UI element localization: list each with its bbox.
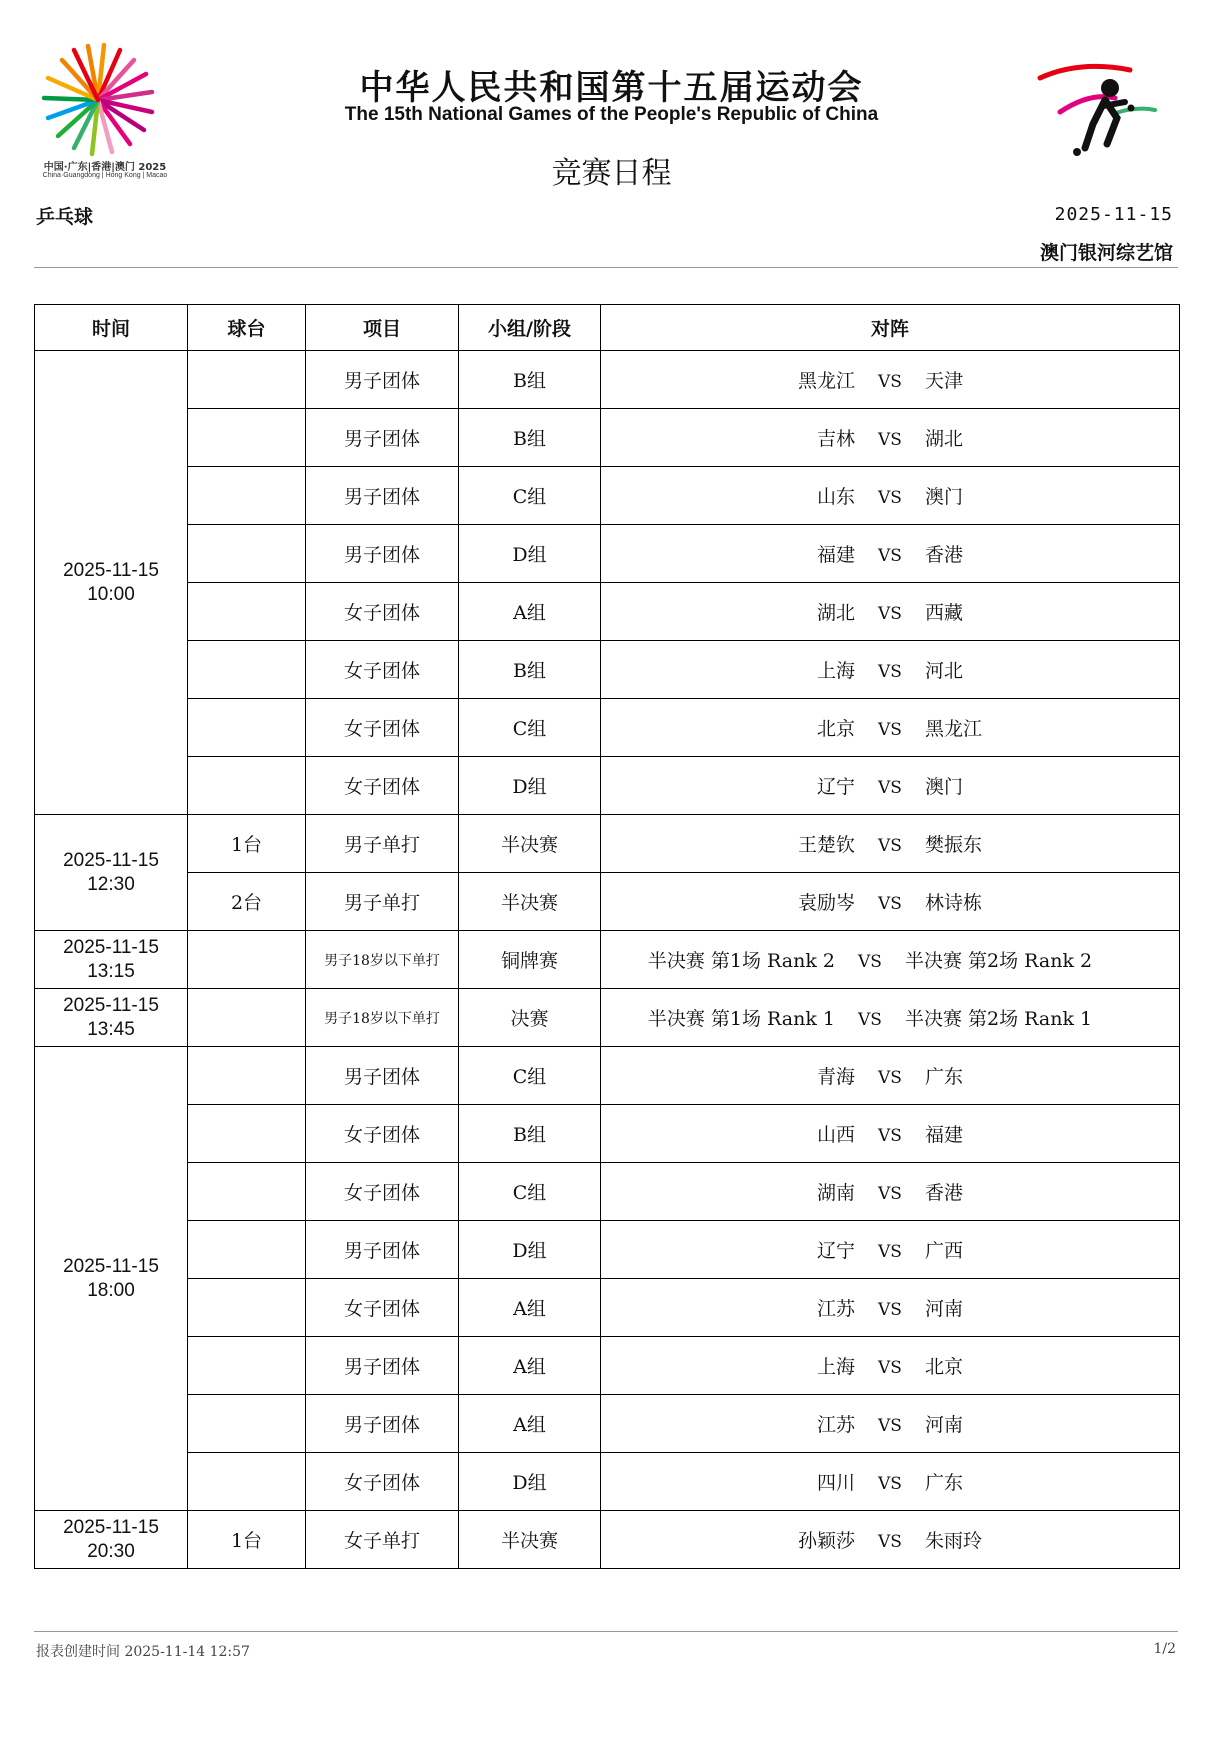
schedule-date: 2025-11-15 — [1054, 204, 1173, 225]
stage-cell: A组 — [459, 583, 601, 641]
event-cell: 男子团体 — [306, 1395, 459, 1453]
vs-label: VS — [878, 604, 902, 624]
table-number-cell — [188, 351, 306, 409]
time-cell: 2025-11-15 10:00 — [35, 351, 188, 815]
vs-label: VS — [878, 894, 902, 914]
matchup-cell — [601, 1047, 1180, 1105]
team-a: 半决赛 第1场 Rank 2 — [647, 950, 835, 972]
matchup-cell — [601, 641, 1180, 699]
event-cell: 女子团体 — [306, 583, 459, 641]
table-number-cell: 1台 — [188, 815, 306, 873]
matchup-cell — [601, 873, 1180, 931]
vs-label: VS — [878, 662, 902, 682]
team-a: 福建 — [816, 544, 855, 566]
team-a: 吉林 — [816, 428, 855, 450]
stage-cell: D组 — [459, 1453, 601, 1511]
time-cell: 2025-11-15 13:15 — [35, 931, 188, 989]
logo-caption: 中国·广东|香港|澳门 2025 — [43, 162, 167, 173]
vs-label: VS — [878, 1126, 902, 1146]
stage-cell: 半决赛 — [459, 873, 601, 931]
table-header-row — [35, 305, 1180, 351]
team-b: 香港 — [925, 544, 964, 566]
team-b: 香港 — [925, 1182, 964, 1204]
stage-cell: A组 — [459, 1337, 601, 1395]
table-number-cell — [188, 525, 306, 583]
event-cell: 男子团体 — [306, 525, 459, 583]
page-title: 竞赛日程 — [551, 156, 672, 191]
table-number-cell — [188, 1395, 306, 1453]
venue-name: 澳门银河综艺馆 — [1039, 242, 1173, 264]
table-row — [35, 1337, 1180, 1395]
team-a: 孙颖莎 — [797, 1530, 855, 1552]
table-row — [35, 1511, 1180, 1569]
table-number-cell — [188, 1163, 306, 1221]
vs-label: VS — [878, 1068, 902, 1088]
table-row — [35, 757, 1180, 815]
table-row — [35, 583, 1180, 641]
table-row — [35, 989, 1180, 1047]
stage-cell: C组 — [459, 1047, 601, 1105]
table-row — [35, 351, 1180, 409]
table-number-cell — [188, 989, 306, 1047]
stage-cell: A组 — [459, 1395, 601, 1453]
team-b: 广东 — [925, 1472, 964, 1494]
table-number-cell — [188, 931, 306, 989]
table-number-cell — [188, 1453, 306, 1511]
team-a: 袁励岑 — [797, 892, 855, 914]
matchup-cell — [601, 525, 1180, 583]
table-number-cell — [188, 1047, 306, 1105]
logo-caption-en: China·Guangdong | Hong Kong | Macao — [42, 172, 168, 179]
team-a: 黑龙江 — [797, 370, 855, 392]
stage-cell: 铜牌赛 — [459, 931, 601, 989]
vs-label: VS — [878, 720, 902, 740]
vs-label: VS — [878, 1184, 902, 1204]
table-number-cell — [188, 641, 306, 699]
team-b: 北京 — [925, 1356, 964, 1378]
event-cell: 女子团体 — [306, 1163, 459, 1221]
team-b: 河南 — [925, 1298, 964, 1320]
table-row — [35, 931, 1180, 989]
matchup-cell — [601, 1279, 1180, 1337]
table-number-cell: 1台 — [188, 1511, 306, 1569]
footer-divider — [34, 1631, 1178, 1632]
time-cell: 2025-11-15 12:30 — [35, 815, 188, 931]
team-b: 半决赛 第2场 Rank 2 — [905, 950, 1093, 972]
team-a: 四川 — [816, 1472, 855, 1494]
event-cell: 女子团体 — [306, 1453, 459, 1511]
matchup-cell — [601, 1395, 1180, 1453]
event-cell: 男子18岁以下单打 — [306, 989, 459, 1047]
stage-cell: A组 — [459, 1279, 601, 1337]
team-b: 河南 — [925, 1414, 964, 1436]
stage-cell: B组 — [459, 641, 601, 699]
table-number-cell — [188, 1337, 306, 1395]
stage-cell: 决赛 — [459, 989, 601, 1047]
table-row — [35, 525, 1180, 583]
team-b: 广东 — [925, 1066, 964, 1088]
event-cell: 男子团体 — [306, 1221, 459, 1279]
table-row — [35, 1395, 1180, 1453]
vs-label: VS — [858, 952, 882, 972]
vs-label: VS — [878, 1532, 902, 1552]
table-row — [35, 1105, 1180, 1163]
team-a: 湖南 — [816, 1182, 855, 1204]
team-b: 樊振东 — [925, 834, 983, 856]
vs-label: VS — [878, 836, 902, 856]
team-a: 山西 — [816, 1124, 855, 1146]
event-cell: 男子团体 — [306, 467, 459, 525]
vs-label: VS — [878, 1416, 902, 1436]
stage-cell: D组 — [459, 525, 601, 583]
time-cell: 2025-11-15 18:00 — [35, 1047, 188, 1511]
stage-cell: C组 — [459, 699, 601, 757]
event-cell: 男子单打 — [306, 815, 459, 873]
matchup-cell — [601, 1511, 1180, 1569]
vs-label: VS — [878, 430, 902, 450]
event-cell: 男子单打 — [306, 873, 459, 931]
matchup-cell — [601, 989, 1180, 1047]
team-a: 上海 — [816, 1356, 855, 1378]
event-cell: 女子团体 — [306, 641, 459, 699]
table-row — [35, 1279, 1180, 1337]
matchup-cell — [601, 1453, 1180, 1511]
event-cell: 男子团体 — [306, 1337, 459, 1395]
col-header-time: 时间 — [35, 305, 188, 351]
vs-label: VS — [878, 1242, 902, 1262]
time-cell: 2025-11-15 20:30 — [35, 1511, 188, 1569]
col-header-table: 球台 — [188, 305, 306, 351]
team-a: 北京 — [816, 718, 855, 740]
matchup-cell — [601, 1337, 1180, 1395]
team-b: 福建 — [925, 1124, 964, 1146]
table-number-cell — [188, 409, 306, 467]
team-b: 林诗栋 — [925, 892, 983, 914]
stage-cell: D组 — [459, 1221, 601, 1279]
table-row — [35, 1047, 1180, 1105]
matchup-cell — [601, 1221, 1180, 1279]
table-row — [35, 409, 1180, 467]
team-b: 澳门 — [925, 776, 964, 798]
vs-label: VS — [878, 1474, 902, 1494]
matchup-cell — [601, 699, 1180, 757]
team-a: 上海 — [816, 660, 855, 682]
table-number-cell — [188, 1279, 306, 1337]
team-a: 王楚钦 — [797, 834, 855, 856]
games-title-cn: 中华人民共和国第十五届运动会 — [359, 68, 864, 108]
event-cell: 女子团体 — [306, 699, 459, 757]
stage-cell: B组 — [459, 409, 601, 467]
matchup-cell — [601, 757, 1180, 815]
team-a: 半决赛 第1场 Rank 1 — [647, 1008, 835, 1030]
table-row — [35, 699, 1180, 757]
team-b: 澳门 — [925, 486, 964, 508]
vs-label: VS — [878, 1358, 902, 1378]
stage-cell: C组 — [459, 467, 601, 525]
stage-cell: 半决赛 — [459, 815, 601, 873]
matchup-cell — [601, 1105, 1180, 1163]
team-b: 广西 — [925, 1240, 964, 1262]
matchup-cell — [601, 351, 1180, 409]
event-cell: 男子团体 — [306, 1047, 459, 1105]
team-b: 河北 — [925, 660, 964, 682]
table-number-cell: 2台 — [188, 873, 306, 931]
team-a: 江苏 — [816, 1298, 855, 1320]
table-number-cell — [188, 583, 306, 641]
vs-label: VS — [878, 1300, 902, 1320]
team-b: 西藏 — [925, 602, 964, 624]
matchup-cell — [601, 583, 1180, 641]
table-row — [35, 873, 1180, 931]
team-a: 江苏 — [816, 1414, 855, 1436]
page-number: 1/2 — [1153, 1641, 1176, 1657]
event-cell: 女子团体 — [306, 1279, 459, 1337]
table-number-cell — [188, 699, 306, 757]
schedule-body — [35, 351, 1180, 1569]
team-a: 辽宁 — [816, 1240, 855, 1262]
matchup-cell — [601, 1163, 1180, 1221]
stage-cell: D组 — [459, 757, 601, 815]
team-a: 青海 — [816, 1066, 855, 1088]
event-cell: 女子团体 — [306, 757, 459, 815]
team-b: 天津 — [925, 370, 964, 392]
games-title-en: The 15th National Games of the People's Republic of China — [344, 104, 879, 125]
matchup-cell — [601, 467, 1180, 525]
table-number-cell — [188, 467, 306, 525]
table-row — [35, 1163, 1180, 1221]
time-cell: 2025-11-15 13:45 — [35, 989, 188, 1047]
event-cell: 男子团体 — [306, 351, 459, 409]
team-a: 湖北 — [816, 602, 855, 624]
table-row — [35, 641, 1180, 699]
stage-cell: 半决赛 — [459, 1511, 601, 1569]
table-row — [35, 1453, 1180, 1511]
col-header-matchup: 对阵 — [601, 305, 1180, 351]
team-b: 湖北 — [925, 428, 964, 450]
stage-cell: B组 — [459, 351, 601, 409]
table-number-cell — [188, 757, 306, 815]
vs-label: VS — [858, 1010, 882, 1030]
vs-label: VS — [878, 488, 902, 508]
matchup-cell — [601, 931, 1180, 989]
stage-cell: C组 — [459, 1163, 601, 1221]
vs-label: VS — [878, 778, 902, 798]
report-created-time: 报表创建时间 2025-11-14 12:57 — [36, 1644, 250, 1660]
event-cell: 女子单打 — [306, 1511, 459, 1569]
stage-cell: B组 — [459, 1105, 601, 1163]
table-row — [35, 815, 1180, 873]
table-number-cell — [188, 1105, 306, 1163]
event-cell: 女子团体 — [306, 1105, 459, 1163]
header-divider — [34, 267, 1178, 268]
sport-name: 乒乓球 — [36, 206, 94, 228]
team-b: 半决赛 第2场 Rank 1 — [905, 1008, 1093, 1030]
vs-label: VS — [878, 546, 902, 566]
team-a: 辽宁 — [816, 776, 855, 798]
schedule-table — [34, 304, 1180, 1569]
team-b: 朱雨玲 — [925, 1530, 983, 1552]
team-a: 山东 — [816, 486, 855, 508]
vs-label: VS — [878, 372, 902, 392]
event-cell: 男子团体 — [306, 409, 459, 467]
event-cell: 男子18岁以下单打 — [306, 931, 459, 989]
matchup-cell — [601, 409, 1180, 467]
matchup-cell — [601, 815, 1180, 873]
col-header-event: 项目 — [306, 305, 459, 351]
team-b: 黑龙江 — [925, 718, 983, 740]
table-number-cell — [188, 1221, 306, 1279]
table-row — [35, 1221, 1180, 1279]
table-row — [35, 467, 1180, 525]
col-header-stage: 小组/阶段 — [459, 305, 601, 351]
